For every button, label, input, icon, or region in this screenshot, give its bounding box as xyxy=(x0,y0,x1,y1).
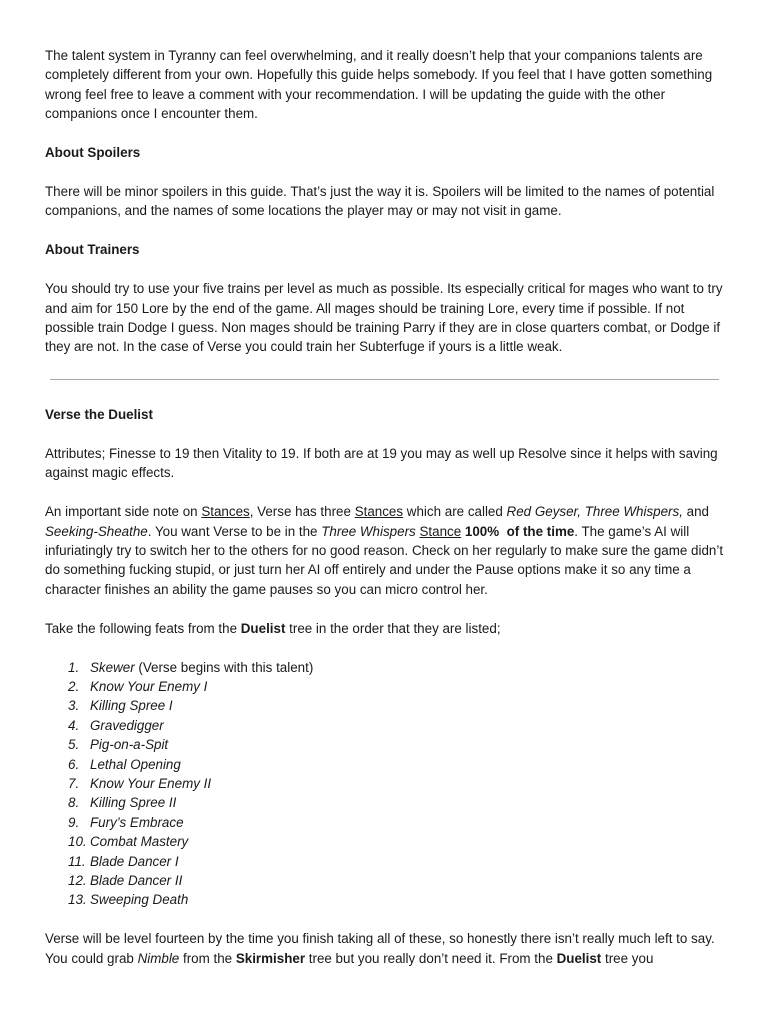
feat-name: Combat Mastery xyxy=(90,834,189,850)
closing-paragraph: Verse will be level fourteen by the time you finish taking all of these, so honestly there isn’t really much left to say. You could grab Nimble from the Skirmisher tree but you really don’t need it. From the Duelist tree you xyxy=(45,931,715,966)
spoilers-paragraph: There will be minor spoilers in this guide. That’s just the way it is. Spoilers will be limited to the names of potential companions, and the names of some locations the player may or may not visit in game. xyxy=(45,184,715,219)
emphasis-percent: 100% of the time xyxy=(464,523,575,539)
feat-number: 10. xyxy=(68,834,87,850)
feat-item xyxy=(68,677,725,696)
feat-number: 2. xyxy=(68,678,80,694)
feat-item xyxy=(68,716,725,735)
feat-number: 5. xyxy=(68,737,80,753)
stance-name: Seeking-Sheathe xyxy=(45,523,148,539)
feat-number: 7. xyxy=(68,775,80,791)
feat-item xyxy=(68,852,725,871)
feat-number: 9. xyxy=(68,814,80,830)
feat-item xyxy=(68,890,725,909)
feat-number: 8. xyxy=(68,795,80,811)
feat-item xyxy=(68,696,725,715)
stances-link[interactable]: Stances xyxy=(201,504,250,520)
feat-item xyxy=(68,774,725,793)
feat-number: 11. xyxy=(68,853,86,869)
feat-name: Killing Spree I xyxy=(90,698,173,714)
feat-item xyxy=(68,658,725,677)
stance-note-paragraph: An important side note on Stances, Verse has three Stances which are called Red Geyser, Three Whispers, and Seeking-Sheathe. You want Verse to be in the Three Whispers Stance 100% of the time. The game’s AI will infuriatingly try to switch her to the others for no good reason. Check on her regularly to make sure the game didn’t do something fucking stupid, or just turn her AI off entirely and under the Pause options make it so any time a character finishes an ability the game pauses so you can micro control her. xyxy=(45,504,724,597)
trainers-paragraph: You should try to use your five trains per level as much as possible. Its especially critical for mages who want to try and aim for 150 Lore by the end of the game. All mages should be training Lore, every time if possible. If not possible train Dodge I guess. Non mages should be training Parry if they are in close quarters combat, or Dodge if they are not. In the case of Verse you could train her Subterfuge if yours is a little weak. xyxy=(45,281,723,355)
feat-name: Nimble xyxy=(137,950,180,966)
feat-name: Pig-on-a-Spit xyxy=(90,737,169,753)
verse-heading: Verse the Duelist xyxy=(45,406,153,422)
feat-number: 12. xyxy=(68,873,87,888)
stance-name: Three Whispers xyxy=(321,523,416,539)
feat-number: 6. xyxy=(68,756,80,772)
document-page xyxy=(45,46,725,988)
feat-item xyxy=(68,832,725,851)
tree-name: Skirmisher xyxy=(235,950,306,966)
attributes-paragraph: Attributes; Finesse to 19 then Vitality to 19. If both are at 19 you may as well up Resolve since it helps with saving against magic effects. xyxy=(45,445,718,481)
feat-name: Skewer xyxy=(90,659,135,675)
feat-number: 1. xyxy=(68,659,80,675)
feat-name: Blade Dancer I xyxy=(90,853,179,869)
feat-name: Fury’s Embrace xyxy=(90,814,184,830)
feat-name: Know Your Enemy II xyxy=(90,775,212,791)
feat-item xyxy=(68,793,725,812)
trainers-heading: About Trainers xyxy=(45,242,140,258)
feat-name: Sweeping Death xyxy=(90,892,189,908)
feat-item xyxy=(68,755,725,774)
feat-number: 4. xyxy=(68,717,80,733)
feat-name: Blade Dancer II xyxy=(90,873,183,888)
intro-paragraph: The talent system in Tyranny can feel overwhelming, and it really doesn’t help that your companions talents are completely different from your own. Hopefully this guide helps somebody. If you feel that I have gotten something wrong feel free to leave a comment with your recommendation. I will be updating the guide with the other companions once I encounter them. xyxy=(45,48,713,122)
feats-intro-paragraph: Take the following feats from the Duelist tree in the order that they are listed; xyxy=(45,620,501,636)
feat-name: Know Your Enemy I xyxy=(90,678,208,694)
feats-list xyxy=(45,658,725,910)
feat-item xyxy=(68,735,725,754)
feat-item xyxy=(68,813,725,832)
feat-name: Gravedigger xyxy=(90,717,164,733)
feat-item xyxy=(68,871,725,890)
stance-link[interactable]: Stance xyxy=(419,523,462,539)
feat-number: 13. xyxy=(68,892,87,908)
spoilers-heading: About Spoilers xyxy=(45,145,141,161)
tree-name: Duelist xyxy=(556,950,602,966)
stances-link[interactable]: Stances xyxy=(354,504,404,520)
feat-number: 3. xyxy=(68,698,80,714)
tree-name: Duelist xyxy=(240,620,286,636)
feat-name: Killing Spree II xyxy=(90,795,177,811)
feat-note: (Verse begins with this talent) xyxy=(134,659,314,675)
feat-name: Lethal Opening xyxy=(90,756,181,772)
stance-names: Red Geyser, Three Whispers, xyxy=(506,504,683,520)
section-divider xyxy=(50,379,719,380)
